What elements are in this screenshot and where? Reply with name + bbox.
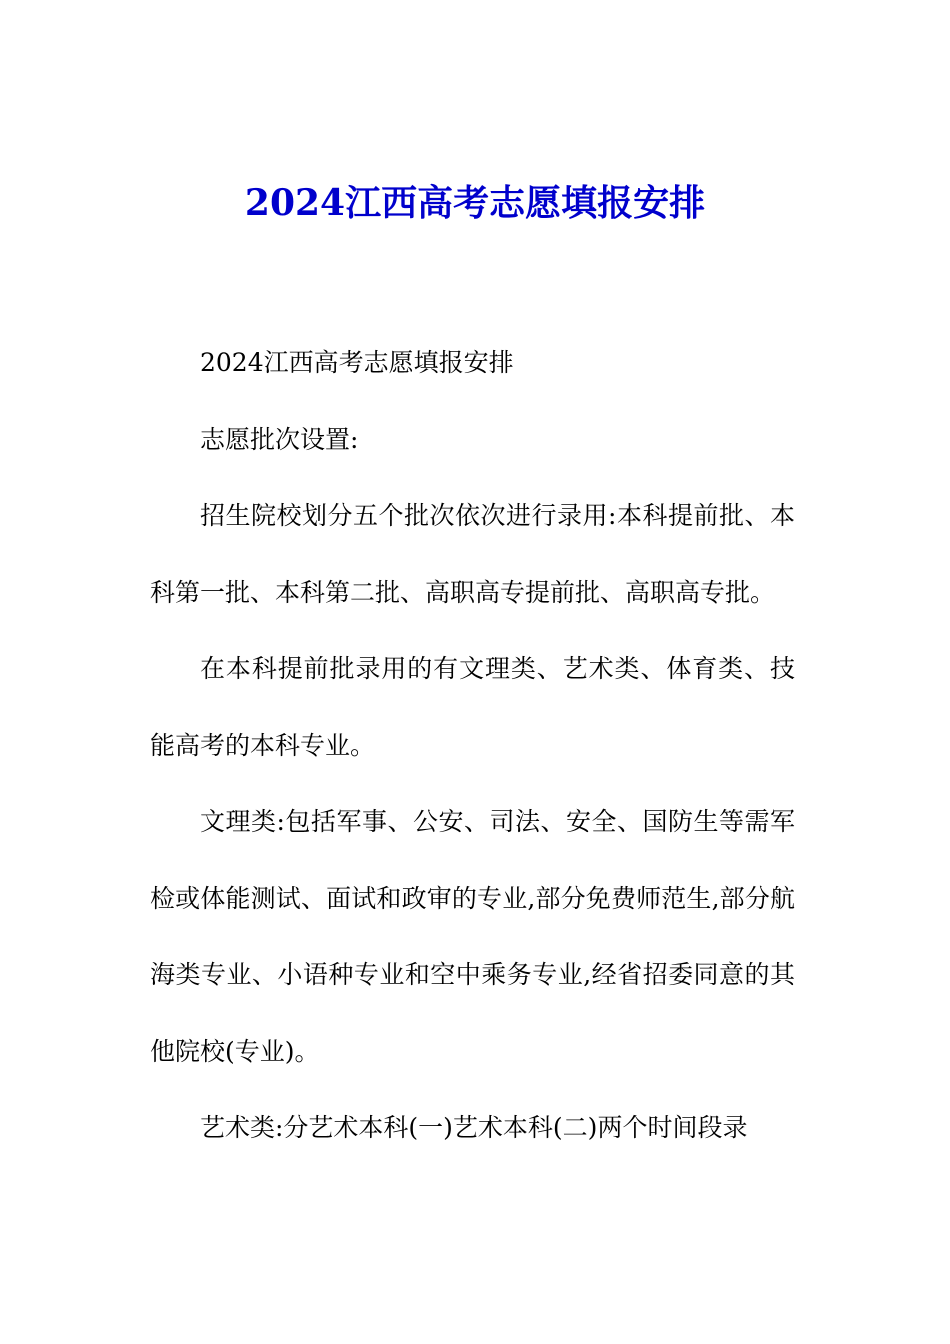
paragraph-arts: 艺术类:分艺术本科(一)艺术本科(二)两个时间段录 — [200, 1113, 748, 1142]
paragraph-batch-settings: 志愿批次设置: — [200, 424, 359, 454]
paragraph-early-batch: 在本科提前批录用的有文理类、艺术类、体育类、技能高考的本科专业。 — [150, 654, 795, 760]
document-title: 2024江西高考志愿填报安排 — [244, 182, 706, 224]
document-body — [150, 325, 795, 1167]
paragraph-five-batches: 招生院校划分五个批次依次进行录用:本科提前批、本科第一批、本科第二批、高职高专提前批、高职高专批。 — [150, 501, 795, 607]
paragraph-liberal-science: 文理类:包括军事、公安、司法、安全、国防生等需军检或体能测试、面试和政审的专业,部分免费师范生,部分航海类专业、小语种专业和空中乘务专业,经省招委同意的其他院校(专业)。 — [150, 807, 795, 1066]
paragraph-heading-repeat: 2024江西高考志愿填报安排 — [200, 348, 514, 377]
